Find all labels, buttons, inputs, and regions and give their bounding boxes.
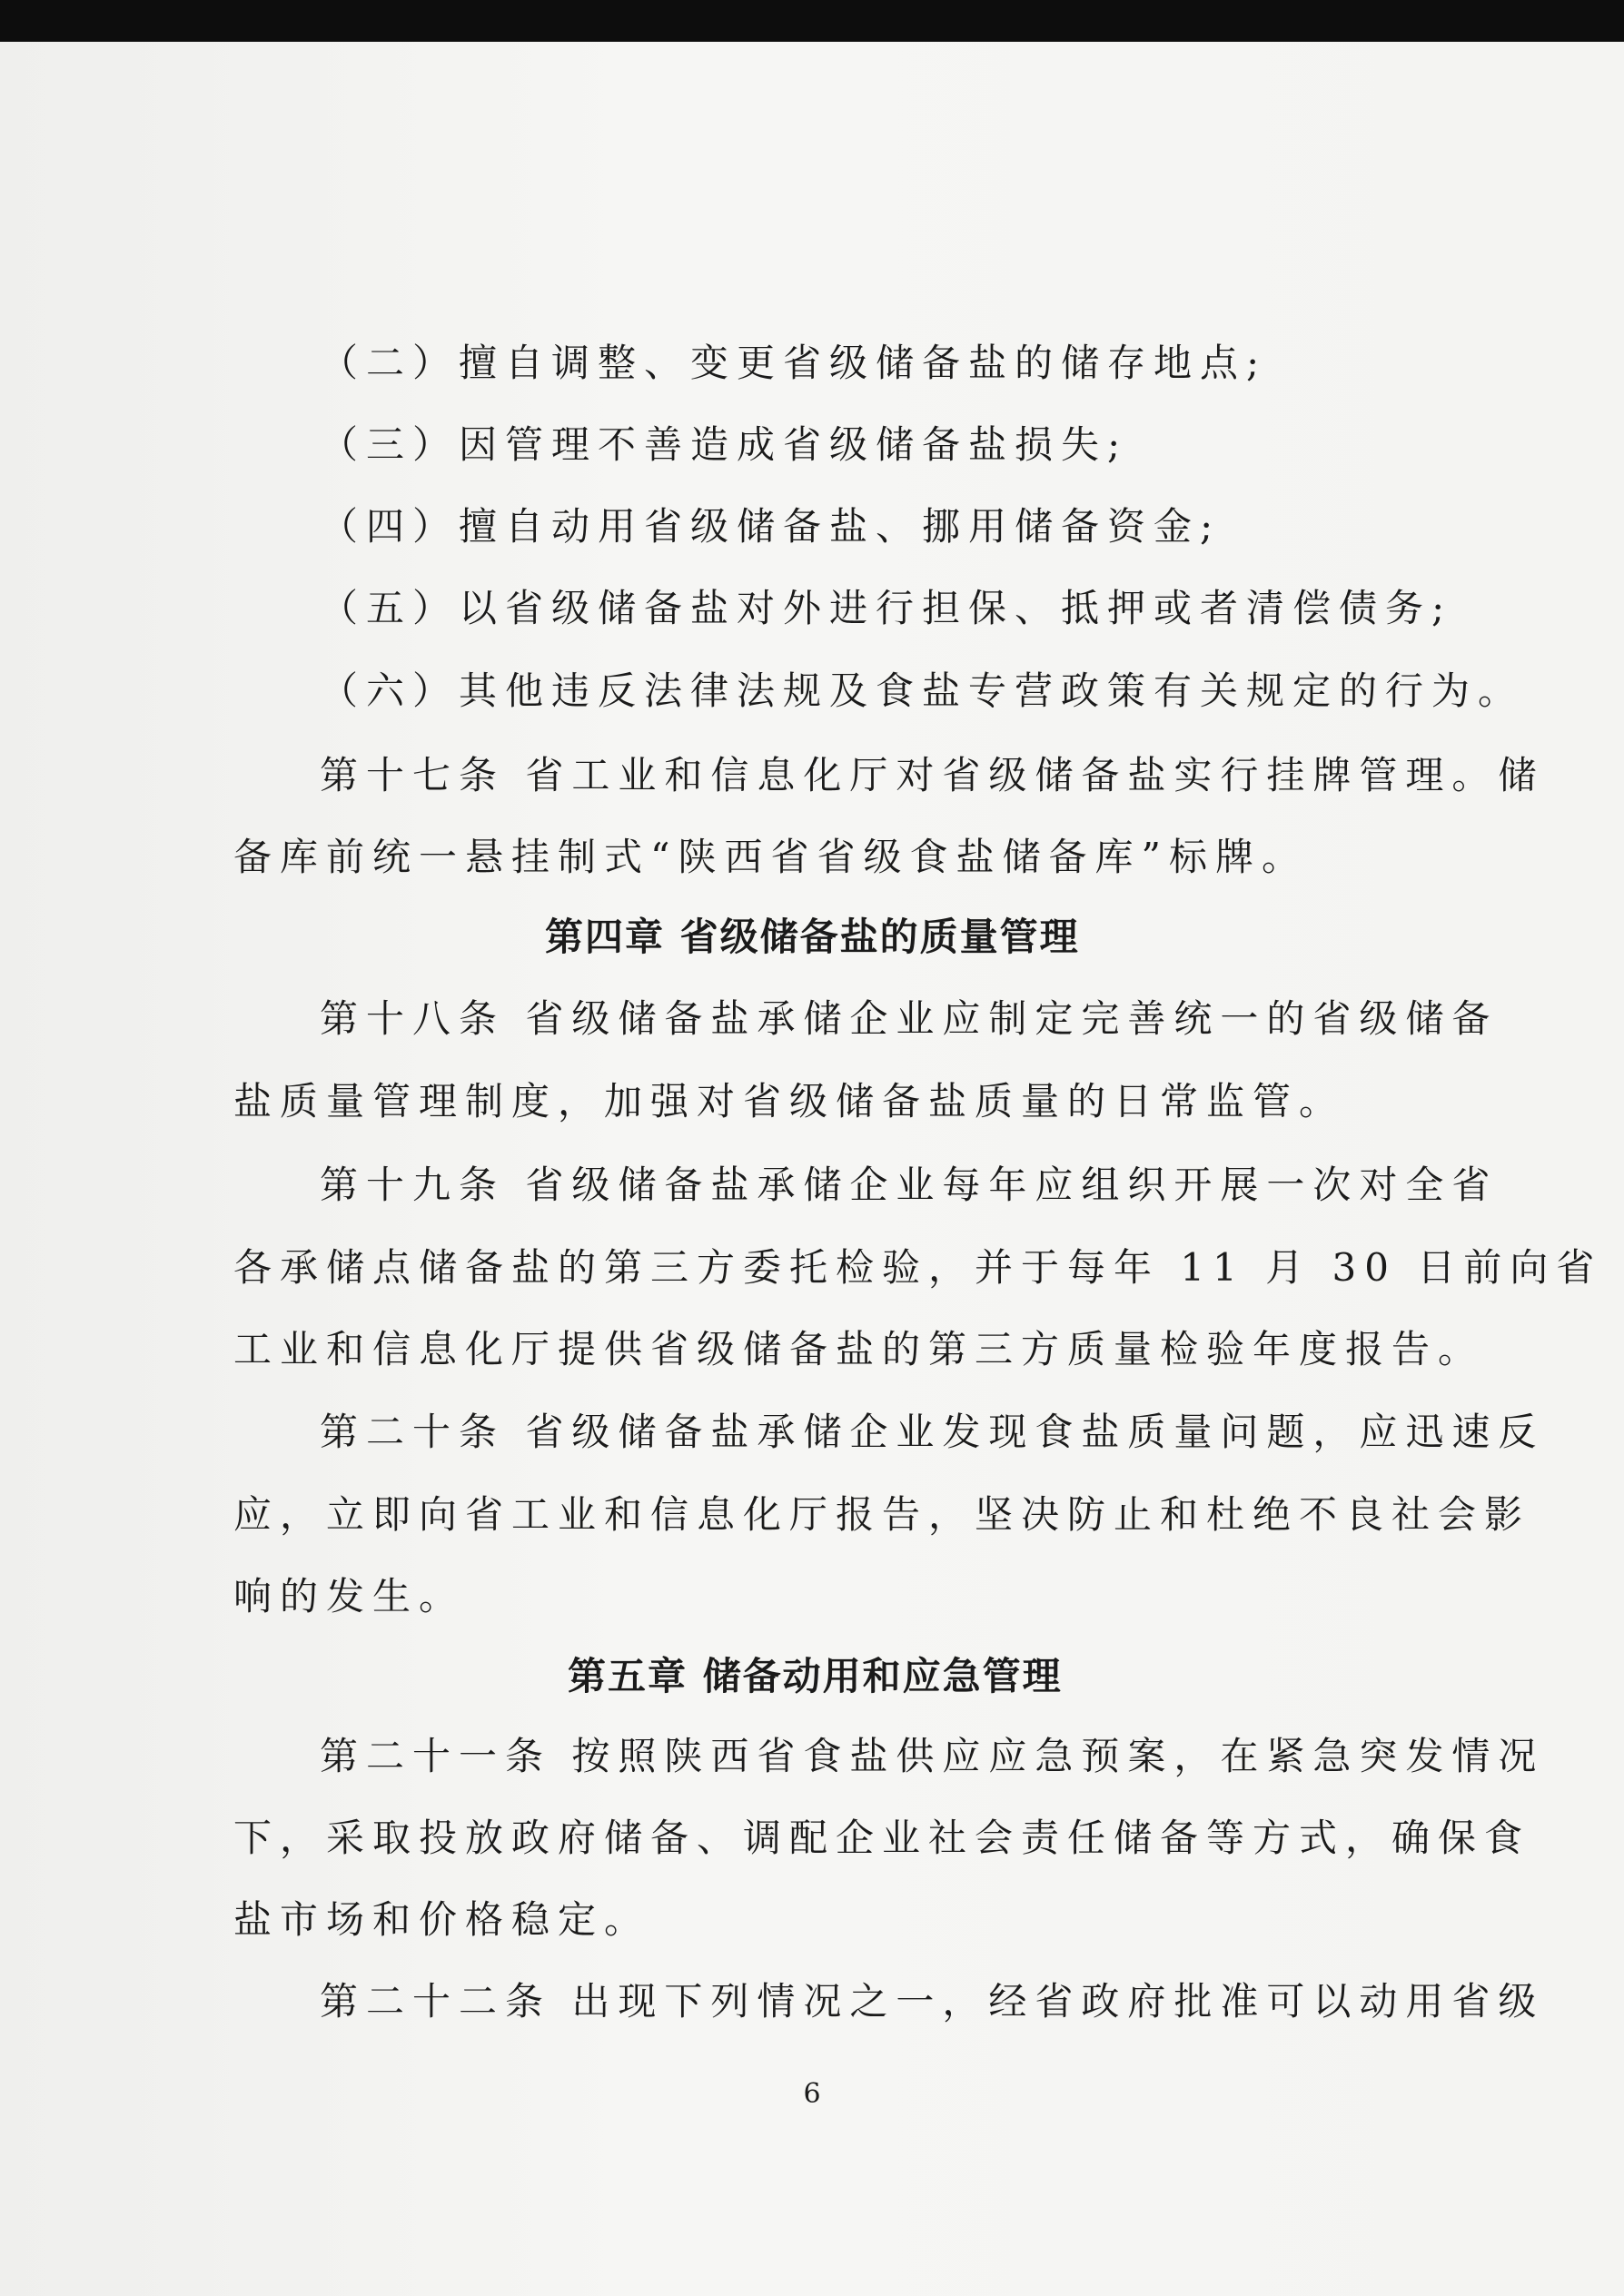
page-number: 6 xyxy=(803,2078,821,2110)
document-line: （六）其他违反法律法规及食盐专营政策有关规定的行为。 xyxy=(320,668,1525,713)
document-line: 盐市场和价格稳定。 xyxy=(233,1897,651,1942)
document-line: 响的发生。 xyxy=(233,1574,466,1618)
chapter-heading-5: 第五章 储备动用和应急管理 xyxy=(568,1654,1063,1698)
document-line: （二）擅自调整、变更省级储备盐的储存地点; xyxy=(320,341,1268,385)
chapter-heading-4: 第四章 省级储备盐的质量管理 xyxy=(545,915,1080,959)
document-line: （四）擅自动用省级储备盐、挪用储备资金; xyxy=(320,504,1222,549)
document-line: 应，立即向省工业和信息化厅报告，坚决防止和杜绝不良社会影 xyxy=(233,1492,1531,1537)
scan-top-border xyxy=(0,0,1624,42)
document-line: 备库前统一悬挂制式“陕西省省级食盐储备库”标牌。 xyxy=(233,835,1308,879)
document-line: 第十八条 省级储备盐承储企业应制定完善统一的省级储备 xyxy=(320,996,1499,1041)
document-line: 各承储点储备盐的第三方委托检验，并于每年 11 月 30 日前向省 xyxy=(233,1245,1603,1290)
document-line: 第二十二条 出现下列情况之一，经省政府批准可以动用省级 xyxy=(320,1979,1545,2024)
document-line: 下，采取投放政府储备、调配企业社会责任储备等方式，确保食 xyxy=(233,1816,1531,1860)
document-line: （三）因管理不善造成省级储备盐损失; xyxy=(320,422,1129,467)
document-line: 第十七条 省工业和信息化厅对省级储备盐实行挂牌管理。储 xyxy=(320,753,1545,797)
document-line: （五）以省级储备盐对外进行担保、抵押或者清偿债务; xyxy=(320,586,1453,630)
document-line: 第二十一条 按照陕西省食盐供应应急预案，在紧急突发情况 xyxy=(320,1734,1545,1778)
document-line: 第十九条 省级储备盐承储企业每年应组织开展一次对全省 xyxy=(320,1163,1499,1207)
document-line: 第二十条 省级储备盐承储企业发现食盐质量问题，应迅速反 xyxy=(320,1410,1545,1454)
document-line: 盐质量管理制度，加强对省级储备盐质量的日常监管。 xyxy=(233,1079,1346,1123)
document-line: 工业和信息化厅提供省级储备盐的第三方质量检验年度报告。 xyxy=(233,1327,1485,1371)
